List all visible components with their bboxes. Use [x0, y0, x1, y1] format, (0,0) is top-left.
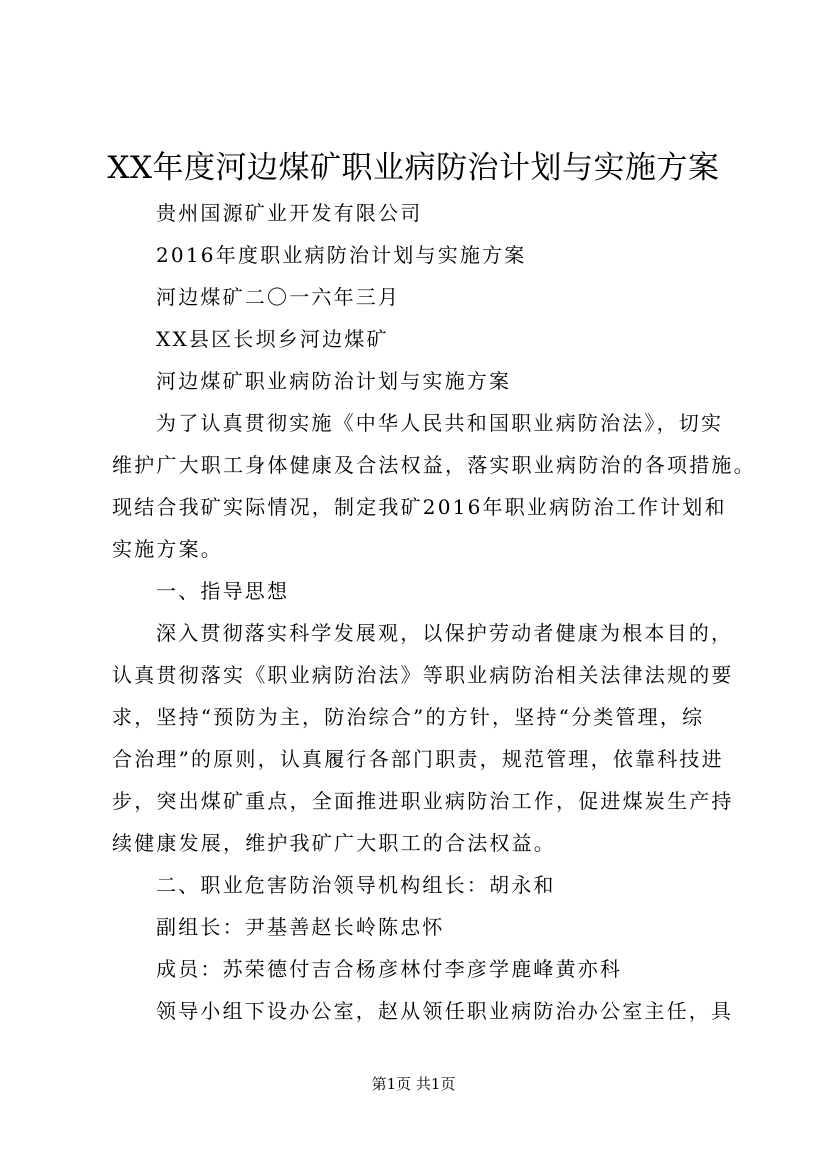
heading-guiding-thought: 一、指导思想 — [156, 579, 290, 603]
company-name: 贵州国源矿业开发有限公司 — [156, 201, 423, 225]
section-heading: 河边煤矿职业病防治计划与实施方案 — [156, 369, 512, 393]
date-line: 河边煤矿二〇一六年三月 — [156, 285, 401, 309]
members: 成员：苏荣德付吉合杨彦林付李彦学鹿峰黄亦科 — [156, 957, 623, 981]
heading-leadership: 二、职业危害防治领导机构组长：胡永和 — [156, 873, 556, 897]
paragraph-line: 认真贯彻落实《职业病防治法》等职业病防治相关法律法规的要 — [112, 663, 734, 687]
deputy-leaders: 副组长：尹基善赵长岭陈忠怀 — [156, 915, 445, 939]
location-line: XX县区长坝乡河边煤矿 — [156, 327, 389, 351]
paragraph-line: 步，突出煤矿重点，全面推进职业病防治工作，促进煤炭生产持 — [112, 789, 734, 813]
paragraph-line: 实施方案。 — [112, 537, 223, 561]
plan-subtitle: 2016年度职业病防治计划与实施方案 — [156, 243, 527, 267]
page-footer: 第1页 共1页 — [371, 1075, 456, 1093]
paragraph-line: 为了认真贯彻实施《中华人民共和国职业病防治法》，切实 — [156, 411, 724, 435]
paragraph-line: 领导小组下设办公室，赵从领任职业病防治办公室主任，具 — [156, 999, 734, 1023]
paragraph-line: 深入贯彻落实科学发展观，以保护劳动者健康为根本目的， — [156, 621, 734, 645]
paragraph-line: 续健康发展，维护我矿广大职工的合法权益。 — [112, 831, 556, 855]
paragraph-line: 维护广大职工身体健康及合法权益，落实职业病防治的各项措施。 — [112, 453, 756, 477]
paragraph-line: 合治理”的原则，认真履行各部门职责，规范管理，依靠科技进 — [112, 747, 724, 771]
paragraph-line: 现结合我矿实际情况，制定我矿2016年职业病防治工作计划和 — [112, 495, 727, 519]
paragraph-line: 求，坚持“预防为主，防治综合”的方针，坚持“分类管理，综 — [112, 705, 705, 729]
document-title: XX年度河边煤矿职业病防治计划与实施方案 — [107, 150, 720, 186]
